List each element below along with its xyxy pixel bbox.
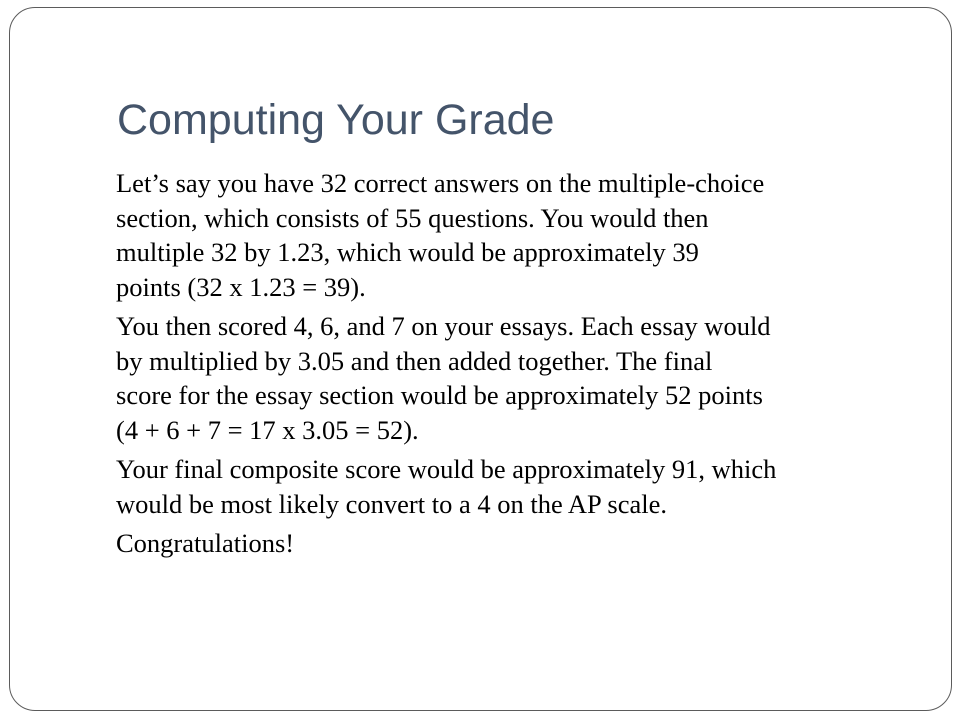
slide-body — [116, 166, 916, 566]
slide-frame — [9, 7, 952, 711]
slide-title: Computing Your Grade — [117, 96, 555, 144]
paragraph-line: Let’s say you have 32 correct answers on the multiple-choice — [116, 168, 765, 198]
paragraph-essays — [116, 309, 916, 447]
paragraph-line: (4 + 6 + 7 = 17 x 3.05 = 52). — [116, 414, 419, 445]
paragraph-composite-score — [116, 452, 916, 521]
paragraph-line: points (32 x 1.23 = 39). — [116, 271, 366, 302]
paragraph-line: You then scored 4, 6, and 7 on your essays. Each essay would — [116, 311, 771, 341]
paragraph-line: Congratulations! — [116, 528, 295, 558]
paragraph-congratulations — [116, 526, 916, 561]
paragraph-line: score for the essay section would be approximately 52 points — [116, 380, 763, 410]
paragraph-line: by multiplied by 3.05 and then added together. The final — [116, 345, 713, 376]
paragraph-line: Your final composite score would be approximately 91, which — [116, 454, 777, 484]
paragraph-line: multiple 32 by 1.23, which would be approximately 39 — [116, 237, 699, 267]
paragraph-line: would be most likely convert to a 4 on the AP scale. — [116, 488, 668, 519]
paragraph-line: section, which consists of 55 questions. You would then — [116, 202, 709, 233]
paragraph-multiple-choice — [116, 166, 916, 304]
